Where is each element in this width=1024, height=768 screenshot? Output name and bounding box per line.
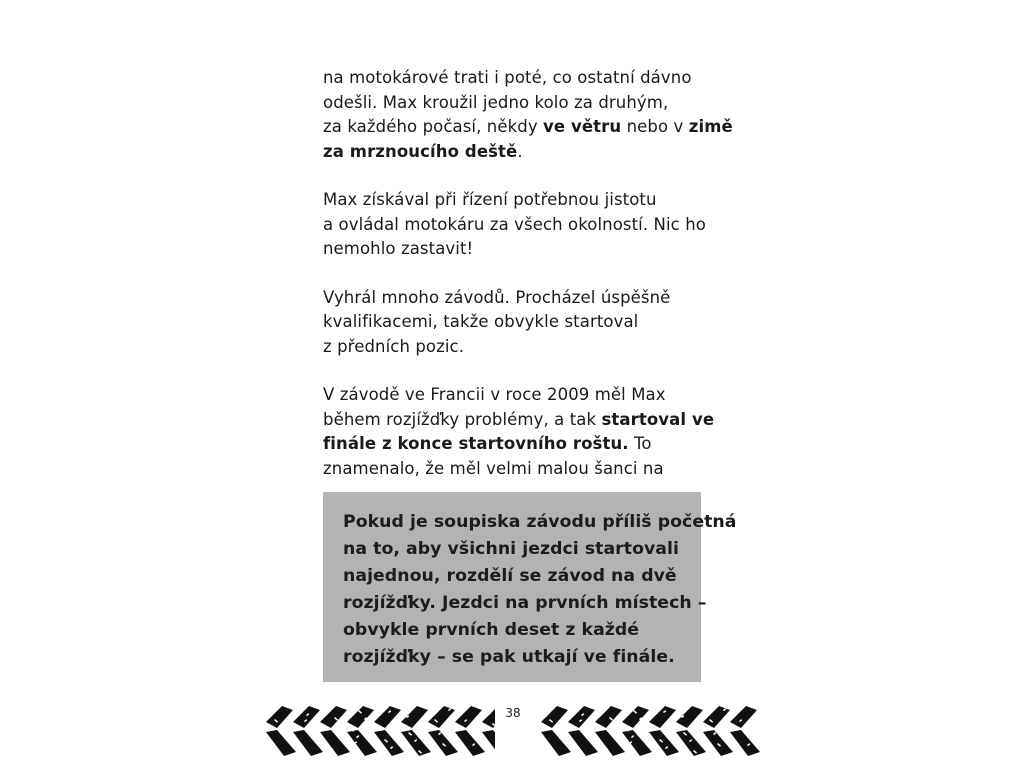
text-line bbox=[323, 66, 703, 91]
tread-chevron bbox=[293, 706, 323, 756]
tread-chevron bbox=[541, 706, 571, 756]
text-run: nebo v bbox=[621, 117, 689, 136]
text-run: za každého počasí, někdy bbox=[323, 117, 544, 136]
info-box-line: Pokud je soupiska závodu příliš početná bbox=[343, 512, 737, 532]
tread-chevron bbox=[455, 706, 485, 756]
text-run: znamenalo, že měl velmi malou šanci na bbox=[323, 458, 664, 478]
tread-chevron bbox=[320, 706, 350, 756]
tread-chevron bbox=[401, 706, 431, 756]
text-run: To bbox=[628, 434, 652, 453]
text-run: na motokárové trati i poté, co ostatní dávno bbox=[323, 68, 692, 87]
paragraph-1 bbox=[323, 66, 733, 164]
text-run: . bbox=[517, 141, 523, 161]
text-line bbox=[323, 115, 733, 140]
tread-chevron bbox=[730, 706, 760, 756]
text-line bbox=[323, 91, 703, 116]
paragraph-4 bbox=[323, 383, 715, 481]
bold-text: startoval ve bbox=[601, 409, 715, 429]
text-run: a ovládal motokáru za všech okolností. Nic ho bbox=[323, 214, 706, 234]
text-run: během rozjížďky problémy, a tak bbox=[323, 409, 602, 429]
text-line bbox=[323, 188, 703, 213]
info-box-line: rozjížďky. Jezdci na prvních místech – bbox=[343, 593, 707, 613]
text-line bbox=[323, 237, 703, 262]
info-box-line: na to, aby všichni jezdci startovali bbox=[343, 539, 679, 559]
tread-chevron bbox=[622, 706, 652, 756]
text-run: V závodě ve Francii v roce 2009 měl Max bbox=[323, 385, 666, 404]
text-line bbox=[323, 335, 703, 360]
tread-chevron bbox=[347, 706, 377, 756]
tread-chevron bbox=[595, 706, 625, 756]
text-run: z předních pozic. bbox=[323, 336, 465, 356]
text-line bbox=[323, 310, 703, 335]
info-box-line: obvykle prvních deset z každé bbox=[343, 620, 640, 640]
text-line bbox=[323, 140, 703, 165]
tread-chevron bbox=[266, 706, 296, 756]
body-text bbox=[323, 66, 733, 505]
text-run: Max získával při řízení potřebnou jistotu bbox=[323, 190, 657, 209]
tire-tread-icon bbox=[262, 700, 495, 764]
tread-chevron bbox=[649, 706, 679, 756]
text-line bbox=[323, 457, 703, 482]
text-line bbox=[323, 408, 715, 433]
tread-chevron bbox=[676, 706, 706, 756]
text-run: nemohlo zastavit! bbox=[323, 239, 474, 258]
text-line bbox=[323, 432, 703, 457]
info-box-line: najednou, rozdělí se závod na dvě bbox=[343, 566, 677, 586]
info-box bbox=[323, 492, 737, 682]
text-line bbox=[323, 286, 703, 311]
paragraph-3 bbox=[323, 286, 703, 360]
tire-tread-icon bbox=[537, 700, 762, 764]
text-line bbox=[323, 383, 703, 408]
tread-chevron bbox=[374, 706, 404, 756]
bold-text: zimě bbox=[688, 117, 733, 136]
text-line bbox=[323, 213, 706, 238]
bold-text: finále z konce startovního roštu. bbox=[323, 434, 629, 453]
paragraph-2 bbox=[323, 188, 706, 262]
text-run: odešli. Max kroužil jedno kolo za druhým, bbox=[323, 92, 669, 112]
bold-text: ve větru bbox=[543, 117, 622, 136]
tread-chevron bbox=[568, 706, 598, 756]
bold-text: za mrznoucího deště bbox=[323, 141, 518, 161]
text-run: kvalifikacemi, takže obvykle startoval bbox=[323, 312, 639, 331]
text-run: Vyhrál mnoho závodů. Procházel úspěšně bbox=[323, 287, 671, 307]
info-box-line: rozjížďky – se pak utkají ve finále. bbox=[343, 647, 675, 667]
tread-chevron bbox=[703, 706, 733, 756]
tread-chevron bbox=[428, 706, 458, 756]
tread-chevron bbox=[482, 706, 495, 756]
page-number: 38 bbox=[505, 706, 521, 720]
